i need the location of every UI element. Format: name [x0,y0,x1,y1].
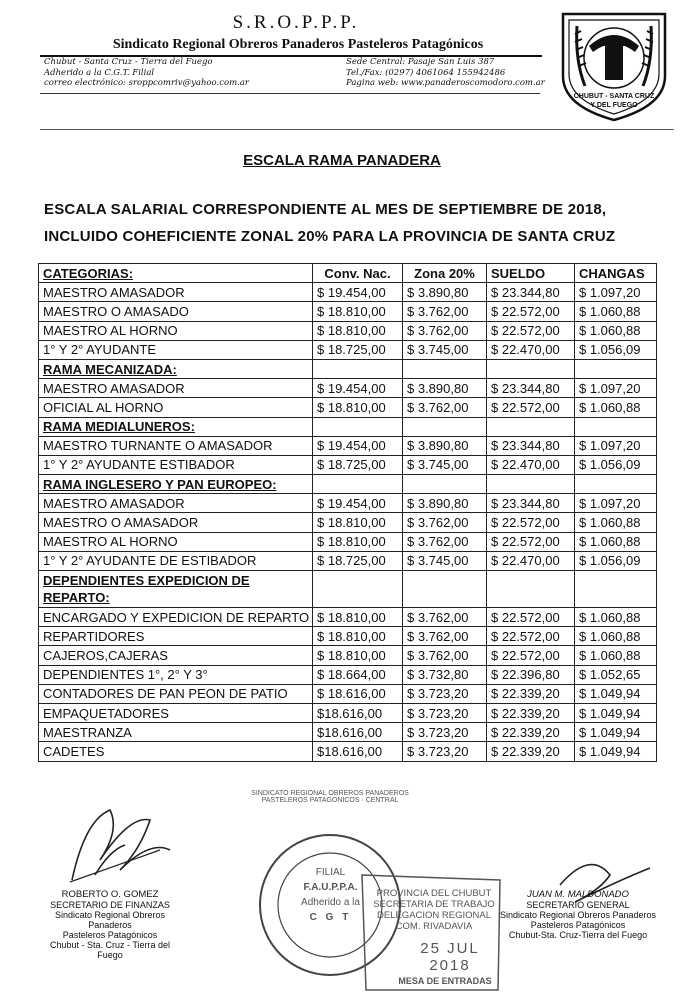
org-acronym: S.R.O.P.P.P. [232,12,360,33]
table-row [39,398,657,417]
category-cell: CONTADORES DE PAN PEON DE PATIO [39,684,313,703]
amount-cell: $ 3.762,00 [403,513,487,532]
amount-cell: $ 3.890,80 [403,379,487,398]
amount-cell: $ 22.572,00 [487,513,575,532]
amount-cell: $ 1.060,88 [575,513,657,532]
round-stamp-line: F.A.U.P.P.A. [303,882,358,893]
table-row [39,321,657,340]
amount-cell: $ 23.344,80 [487,283,575,302]
table-row [39,379,657,398]
category-cell: EMPAQUETADORES [39,703,313,722]
amount-cell: $ 1.049,94 [575,703,657,722]
section-row [39,417,657,436]
table-row [39,436,657,455]
amount-cell: $ 18.616,00 [313,684,403,703]
category-cell: MAESTRO AL HORNO [39,321,313,340]
amount-cell: $ 1.060,88 [575,646,657,665]
amount-cell: $ 18.810,00 [313,627,403,646]
rect-stamp-line: DELEGACION REGIONAL COM. RIVADAVIA [376,910,492,932]
category-cell: ENCARGADO Y EXPEDICION DE REPARTO [39,608,313,627]
amount-cell: $ 3.745,00 [403,340,487,359]
logo-text-2: Y DEL FUEGO [590,102,638,109]
amount-cell: $ 1.049,94 [575,742,657,761]
amount-cell: $ 3.890,80 [403,283,487,302]
table-header-row [39,264,657,283]
amount-cell: $ 23.344,80 [487,436,575,455]
table-row [39,665,657,684]
amount-cell: $ 22.470,00 [487,340,575,359]
category-cell: MAESTRO AL HORNO [39,532,313,551]
table-row [39,340,657,359]
amount-cell: $ 1.060,88 [575,302,657,321]
signer-org: Pasteleros Patagónicos [62,930,158,940]
section-label: RAMA MEDIALUNEROS: [39,417,313,436]
amount-cell: $ 1.097,20 [575,494,657,513]
category-cell: REPARTIDORES [39,627,313,646]
amount-cell: $ 18.810,00 [313,398,403,417]
section-row [39,359,657,378]
table-row [39,646,657,665]
amount-cell: $ 3.890,80 [403,494,487,513]
amount-cell: $ 3.732,80 [403,665,487,684]
amount-cell: $ 3.723,20 [403,723,487,742]
amount-cell: $ 1.049,94 [575,723,657,742]
amount-cell: $ 1.060,88 [575,532,657,551]
amount-cell: $ 3.745,00 [403,455,487,474]
amount-cell: $ 1.056,09 [575,455,657,474]
amount-cell: $ 1.097,20 [575,379,657,398]
amount-cell: $ 3.723,20 [403,684,487,703]
empty-cell [313,571,403,608]
header-rule-thin [40,93,540,94]
document-title: ESCALA RAMA PANADERA [243,152,441,169]
document-subtitle [44,196,654,250]
header-right-line: Sede Central: Pasaje San Luis 387 [346,57,495,67]
empty-cell [403,571,487,608]
signature-general [498,890,658,940]
amount-cell: $ 3.890,80 [403,436,487,455]
amount-cell: $ 22.572,00 [487,646,575,665]
signature-area [0,790,684,992]
header-right-line: Pagina web: www.panaderoscomodoro.com.ar [346,78,545,88]
header-left-line: Chubut - Santa Cruz - Tierra del Fuego [44,57,213,67]
subtitle-line-1: ESCALA SALARIAL CORRESPONDIENTE AL MES DE SEPTIEMBRE DE 2018, [44,201,607,218]
amount-cell: $ 22.470,00 [487,455,575,474]
table-row [39,608,657,627]
table-row [39,551,657,570]
signer-org: Sindicato Regional Obreros Panaderos [499,910,657,920]
table-row [39,513,657,532]
amount-cell: $ 1.060,88 [575,321,657,340]
table-row [39,684,657,703]
round-stamp-line: FILIAL [315,867,346,878]
amount-cell: $ 22.339,20 [487,684,575,703]
amount-cell: $ 3.762,00 [403,321,487,340]
amount-cell: $ 18.810,00 [313,302,403,321]
amount-cell: $ 18.810,00 [313,646,403,665]
amount-cell: $ 3.762,00 [403,646,487,665]
amount-cell: $ 3.723,20 [403,742,487,761]
date-stamp: 25 JUL 2018 [420,940,480,974]
category-cell: MAESTRO AMASADOR [39,494,313,513]
category-cell: MAESTRANZA [39,723,313,742]
amount-cell: $ 22.572,00 [487,398,575,417]
amount-cell: $ 18.725,00 [313,340,403,359]
category-cell: MAESTRO O AMASADO [39,302,313,321]
amount-cell: $ 22.339,20 [487,723,575,742]
section-row [39,571,657,608]
amount-cell: $ 1.060,88 [575,398,657,417]
org-name: Sindicato Regional Obreros Panaderos Pasteleros Patagónicos [112,37,484,52]
amount-cell: $ 1.049,94 [575,684,657,703]
section-label: DEPENDIENTES EXPEDICION DE REPARTO: [39,571,313,608]
amount-cell: $18.616,00 [313,703,403,722]
amount-cell: $ 18.810,00 [313,532,403,551]
amount-cell: $ 22.572,00 [487,627,575,646]
amount-cell: $ 1.056,09 [575,340,657,359]
section-label: RAMA MECANIZADA: [39,359,313,378]
empty-cell [575,571,657,608]
section-row [39,475,657,494]
amount-cell: $ 18.810,00 [313,321,403,340]
amount-cell: $ 3.723,20 [403,703,487,722]
amount-cell: $ 22.339,20 [487,742,575,761]
rect-stamp [368,888,500,932]
empty-cell [487,571,575,608]
empty-cell [403,359,487,378]
amount-cell: $ 22.470,00 [487,551,575,570]
salary-table-body [39,283,657,761]
section-label: RAMA INGLESERO Y PAN EUROPEO: [39,475,313,494]
amount-cell: $18.616,00 [313,742,403,761]
category-cell: MAESTRO AMASADOR [39,283,313,302]
amount-cell: $ 3.762,00 [403,608,487,627]
category-cell: MAESTRO AMASADOR [39,379,313,398]
amount-cell: $18.616,00 [313,723,403,742]
category-cell: CADETES [39,742,313,761]
empty-cell [487,359,575,378]
signer-title: SECRETARIO GENERAL [526,900,630,910]
amount-cell: $ 1.097,20 [575,283,657,302]
round-stamp-ring: SINDICATO REGIONAL OBREROS PANADEROS PASTELEROS PATAGONICOS · CENTRAL [251,790,409,804]
empty-cell [313,417,403,436]
category-cell: MAESTRO TURNANTE O AMASADOR [39,436,313,455]
header-categorias: CATEGORIAS: [39,264,313,283]
amount-cell: $ 18.810,00 [313,608,403,627]
amount-cell: $ 23.344,80 [487,494,575,513]
amount-cell: $ 1.060,88 [575,627,657,646]
subtitle-line-2: INCLUIDO COHEFICIENTE ZONAL 20% PARA LA PROVINCIA DE SANTA CRUZ [44,228,616,245]
header-sueldo: SUELDO [487,264,575,283]
category-cell: MAESTRO O AMASADOR [39,513,313,532]
header-right-line: Tel./Fax: (0297) 4061064 155942486 [346,67,506,78]
signer-org: Sindicato Regional Obreros Panaderos [54,910,166,930]
amount-cell: $ 22.572,00 [487,608,575,627]
amount-cell: $ 3.762,00 [403,627,487,646]
category-cell: 1° Y 2° AYUDANTE ESTIBADOR [39,455,313,474]
signer-name: JUAN M. MALDONADO [527,889,629,900]
empty-cell [575,417,657,436]
table-row [39,302,657,321]
table-row [39,455,657,474]
header-zona: Zona 20% [403,264,487,283]
amount-cell: $ 1.052,65 [575,665,657,684]
signer-title: SECRETARIO DE FINANZAS [50,900,170,910]
amount-cell: $ 19.454,00 [313,494,403,513]
empty-cell [313,359,403,378]
table-row [39,742,657,761]
amount-cell: $ 23.344,80 [487,379,575,398]
signer-region: Chubut-Sta. Cruz-Tierra del Fuego [508,930,648,940]
header-left-line: correo electrónico: sroppcomriv@yahoo.com.ar [44,78,249,88]
empty-cell [403,417,487,436]
header-left-info [44,57,249,89]
header-left-line: Adherido a la C.G.T. Filial [44,67,155,78]
union-logo-icon [555,6,673,124]
amount-cell: $ 1.056,09 [575,551,657,570]
round-stamp-center [283,865,378,925]
empty-cell [487,475,575,494]
amount-cell: $ 18.810,00 [313,513,403,532]
header-changas: CHANGAS [575,264,657,283]
amount-cell: $ 3.745,00 [403,551,487,570]
salary-table [38,263,657,762]
signer-org: Pasteleros Patagónicos [530,920,626,930]
amount-cell: $ 19.454,00 [313,283,403,302]
amount-cell: $ 22.339,20 [487,703,575,722]
category-cell: CAJEROS,CAJERAS [39,646,313,665]
amount-cell: $ 3.762,00 [403,398,487,417]
header-conv-nac: Conv. Nac. [313,264,403,283]
signer-name: ROBERTO O. GOMEZ [61,889,159,900]
amount-cell: $ 22.572,00 [487,532,575,551]
table-row [39,532,657,551]
amount-cell: $ 1.060,88 [575,608,657,627]
empty-cell [313,475,403,494]
header-rule-bottom [40,129,674,130]
empty-cell [403,475,487,494]
letterhead [0,0,684,135]
table-row [39,283,657,302]
category-cell: 1° Y 2° AYUDANTE DE ESTIBADOR [39,551,313,570]
header-right-info [346,57,545,89]
amount-cell: $ 19.454,00 [313,436,403,455]
round-stamp-line: Adherido a la [301,897,360,908]
amount-cell: $ 22.572,00 [487,321,575,340]
amount-cell: $ 3.762,00 [403,532,487,551]
amount-cell: $ 22.572,00 [487,302,575,321]
category-cell: OFICIAL AL HORNO [39,398,313,417]
amount-cell: $ 18.725,00 [313,455,403,474]
table-row [39,723,657,742]
amount-cell: $ 1.097,20 [575,436,657,455]
amount-cell: $ 18.664,00 [313,665,403,684]
category-cell: DEPENDIENTES 1°, 2° Y 3° [39,665,313,684]
signer-region: Chubut - Sta. Cruz - Tierra del Fuego [49,940,171,960]
signature-finanzas [40,890,180,960]
category-cell: 1° Y 2° AYUDANTE [39,340,313,359]
round-stamp-line: C G T [309,912,352,923]
amount-cell: $ 22.396,80 [487,665,575,684]
table-row [39,627,657,646]
rect-stamp-line: PROVINCIA DEL CHUBUT [376,888,492,899]
logo-text-1: CHUBUT - SANTA CRUZ [573,93,655,100]
amount-cell: $ 18.725,00 [313,551,403,570]
empty-cell [487,417,575,436]
amount-cell: $ 3.762,00 [403,302,487,321]
rect-stamp-line: SECRETARIA DE TRABAJO [373,899,495,910]
amount-cell: $ 19.454,00 [313,379,403,398]
table-row [39,703,657,722]
empty-cell [575,475,657,494]
empty-cell [575,359,657,378]
mesa-entradas-stamp: MESA DE ENTRADAS [398,976,492,986]
table-row [39,494,657,513]
